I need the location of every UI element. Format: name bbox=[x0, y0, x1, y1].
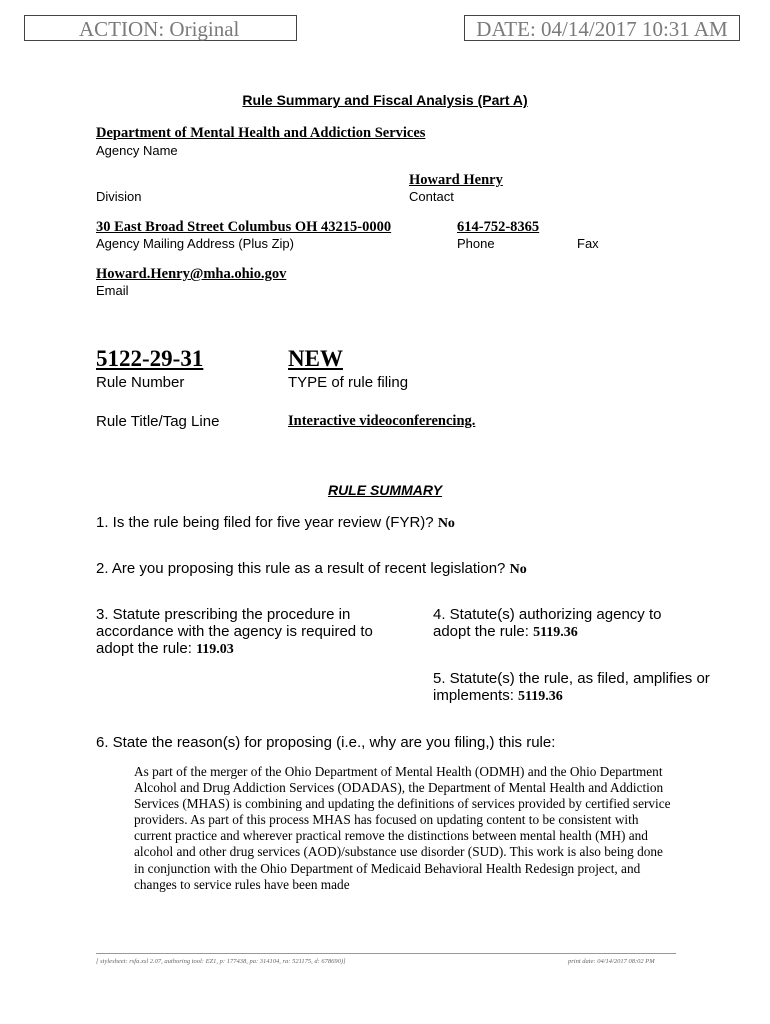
rule-number-label: Rule Number bbox=[96, 374, 185, 391]
question-3-text: 3. Statute prescribing the procedure in accordance with the agency is required to adopt the rule: bbox=[96, 606, 373, 657]
email-value: Howard.Henry@mha.ohio.gov bbox=[96, 266, 287, 282]
action-box: ACTION: Original bbox=[24, 15, 297, 41]
phone-label: Phone bbox=[457, 236, 495, 251]
answer-3: 119.03 bbox=[196, 642, 234, 657]
rule-type-label: TYPE of rule filing bbox=[288, 374, 409, 391]
footer-divider bbox=[96, 953, 676, 954]
answer-1: No bbox=[437, 516, 455, 531]
reason-text: As part of the merger of the Ohio Department of Mental Health (ODMH) and the Ohio Department Alcohol and Drug Addiction Services (ODADAS), the Department of Mental Health and Addiction Services (MHAS) is combining and updating the definitions of services provided by certified service providers. As part of this process MHAS has focused on updating content to be consistent with current practice and wherever practical remove the distinctions between mental health (MH) and alcohol and other drug services (AOD)/substance use disorder (SUD). This work is also being done in conjunction with the Ohio Department of Medicaid Behavioral Health Redesign project, and changes to service rules have been made bbox=[134, 764, 671, 892]
division-label: Division bbox=[96, 189, 142, 204]
question-3 bbox=[96, 606, 392, 658]
contact-value: Howard Henry bbox=[409, 172, 503, 188]
rule-number-value: 5122-29-31 bbox=[96, 346, 204, 371]
rule-type-value: NEW bbox=[288, 346, 343, 371]
question-2-text: 2. Are you proposing this rule as a result of recent legislation? bbox=[96, 560, 506, 577]
agency-name-label: Agency Name bbox=[96, 143, 178, 158]
contact-label: Contact bbox=[409, 189, 454, 204]
rule-title-value: Interactive videoconferencing. bbox=[288, 413, 476, 429]
question-6-text: 6. State the reason(s) for proposing (i.e., why are you filing,) this rule: bbox=[96, 734, 556, 751]
question-1 bbox=[96, 514, 455, 532]
fax-label: Fax bbox=[577, 236, 599, 251]
question-5-text: 5. Statute(s) the rule, as filed, amplifies or implements: bbox=[433, 670, 710, 704]
question-2 bbox=[96, 560, 527, 578]
rule-summary-heading: RULE SUMMARY bbox=[327, 482, 443, 498]
answer-5: 5119.36 bbox=[518, 689, 563, 704]
phone-value: 614-752-8365 bbox=[457, 219, 540, 235]
rule-title-label: Rule Title/Tag Line bbox=[96, 413, 220, 430]
question-4 bbox=[433, 606, 698, 641]
question-1-text: 1. Is the rule being filed for five year review (FYR)? bbox=[96, 514, 434, 531]
question-4-text: 4. Statute(s) authorizing agency to adopt the rule: bbox=[433, 606, 662, 640]
email-label: Email bbox=[96, 283, 129, 298]
address-label: Agency Mailing Address (Plus Zip) bbox=[96, 236, 294, 251]
agency-name-value: Department of Mental Health and Addiction Services bbox=[96, 125, 426, 141]
date-box: DATE: 04/14/2017 10:31 AM bbox=[464, 15, 740, 41]
answer-4: 5119.36 bbox=[533, 625, 578, 640]
answer-2: No bbox=[509, 562, 527, 577]
page-title: Rule Summary and Fiscal Analysis (Part A) bbox=[242, 92, 528, 108]
question-5 bbox=[433, 670, 723, 705]
footer-print-date: print date: 04/14/2017 08:02 PM bbox=[568, 958, 655, 965]
footer-stylesheet-info: [ stylesheet: rsfa.xsl 2.07, authoring tool: EZ1, p: 177438, pa: 314104, ra: 521175, d: 678690)] bbox=[96, 958, 346, 965]
address-value: 30 East Broad Street Columbus OH 43215-0000 bbox=[96, 219, 392, 235]
